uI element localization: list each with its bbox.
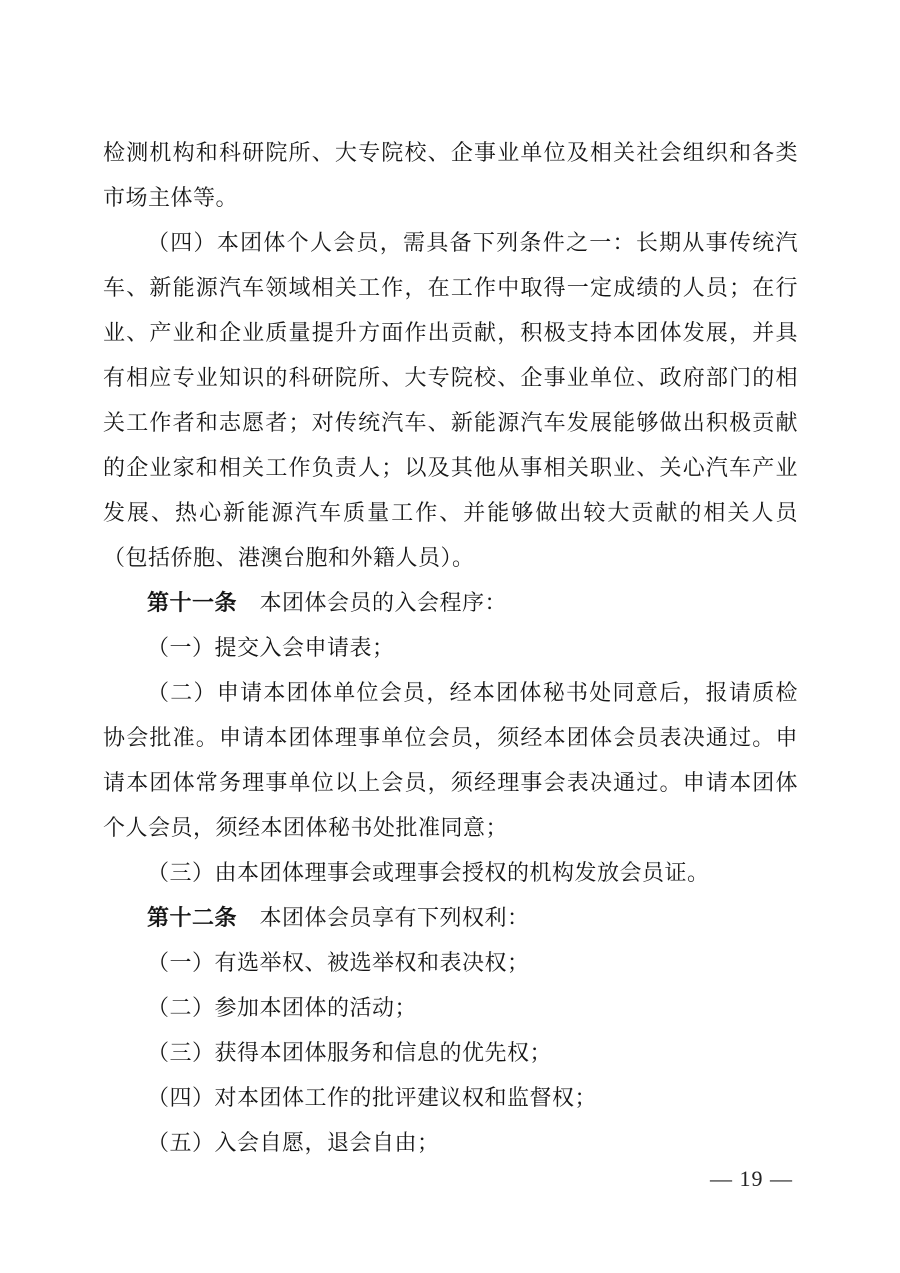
document-body bbox=[103, 130, 798, 1165]
text-run: （一）有选举权、被选举权和表决权； bbox=[147, 950, 530, 975]
paragraph bbox=[103, 625, 798, 670]
text-run: （四）对本团体工作的批评建议权和监督权； bbox=[147, 1085, 598, 1110]
text-run: （三）获得本团体服务和信息的优先权； bbox=[147, 1040, 553, 1065]
paragraph bbox=[103, 895, 798, 940]
text-run: 检测机构和科研院所、大专院校、企事业单位及相关社会组织和各类市场主体等。 bbox=[103, 140, 798, 210]
paragraph bbox=[103, 220, 798, 580]
text-run: 本团体会员的入会程序： bbox=[237, 590, 508, 615]
text-run: （四）本团体个人会员，需具备下列条件之一：长期从事传统汽车、新能源汽车领域相关工作，在工作中取得一定成绩的人员；在行业、产业和企业质量提升方面作出贡献，积极支持本团体发展，并具有相应专业知识的科研院所、大专院校、企事业单位、政府部门的相关工作者和志愿者；对传统汽车、新能源汽车发展能够做出积极贡献的企业家和相关工作负责人；以及其他从事相关职业、关心汽车产业发展、热心新能源汽车质量工作、并能够做出较大贡献的相关人员（包括侨胞、港澳台胞和外籍人员）。 bbox=[103, 230, 798, 570]
text-run: 本团体会员享有下列权利： bbox=[237, 905, 530, 930]
text-run: （一）提交入会申请表； bbox=[147, 635, 395, 660]
paragraph bbox=[103, 1075, 798, 1120]
paragraph bbox=[103, 850, 798, 895]
page-footer bbox=[684, 1140, 793, 1218]
page-number: — 19 — bbox=[710, 1166, 793, 1191]
article-heading: 第十二条 bbox=[147, 905, 238, 930]
article-heading: 第十一条 bbox=[147, 590, 238, 615]
text-run: （三）由本团体理事会或理事会授权的机构发放会员证。 bbox=[147, 860, 710, 885]
paragraph bbox=[103, 130, 798, 220]
text-run: （五）入会自愿，退会自由； bbox=[147, 1130, 440, 1155]
paragraph bbox=[103, 670, 798, 850]
text-run: （二）申请本团体单位会员，经本团体秘书处同意后，报请质检协会批准。申请本团体理事单位会员，须经本团体会员表决通过。申请本团体常务理事单位以上会员，须经理事会表决通过。申请本团体个人会员，须经本团体秘书处批准同意； bbox=[103, 680, 798, 840]
paragraph bbox=[103, 985, 798, 1030]
paragraph bbox=[103, 580, 798, 625]
paragraph bbox=[103, 940, 798, 985]
text-run: （二）参加本团体的活动； bbox=[147, 995, 418, 1020]
paragraph bbox=[103, 1030, 798, 1075]
